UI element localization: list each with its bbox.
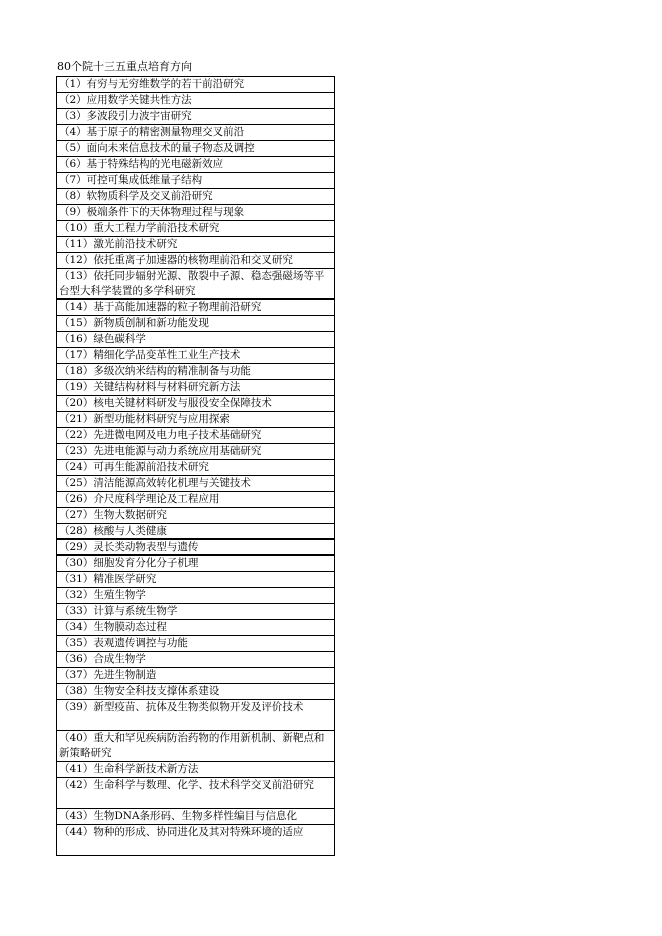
list-item[interactable]: （42）生命科学与数理、化学、技术科学交叉前沿研究 <box>56 778 335 809</box>
list-item[interactable]: （28）核酸与人类健康 <box>56 524 335 540</box>
list-item[interactable]: （23）先进电能源与动力系统应用基础研究 <box>56 444 335 460</box>
list-item[interactable]: （15）新物质创制和新功能发现 <box>56 316 335 332</box>
list-item[interactable]: （31）精准医学研究 <box>56 572 335 588</box>
sheet-title: 80个院十三五重点培育方向 <box>57 60 192 73</box>
list-item[interactable]: （14）基于高能加速器的粒子物理前沿研究 <box>56 300 335 316</box>
list-item[interactable]: （3）多波段引力波宇宙研究 <box>56 109 335 125</box>
list-item[interactable]: （34）生物膜动态过程 <box>56 620 335 636</box>
list-item[interactable]: （38）生物安全科技支撑体系建设 <box>56 684 335 700</box>
list-item[interactable]: （1）有穷与无穷维数学的若干前沿研究 <box>56 77 335 93</box>
list-item[interactable]: （18）多级次纳米结构的精准制备与功能 <box>56 364 335 380</box>
list-item[interactable]: （21）新型功能材料研究与应用探索 <box>56 412 335 428</box>
list-item[interactable]: （37）先进生物制造 <box>56 668 335 684</box>
list-item[interactable]: （39）新型疫苗、抗体及生物类似物开发及评价技术 <box>56 700 335 731</box>
list-item[interactable]: （30）细胞发育分化分子机理 <box>56 556 335 572</box>
list-item[interactable]: （10）重大工程力学前沿技术研究 <box>56 221 335 237</box>
list-item[interactable]: （22）先进微电网及电力电子技术基础研究 <box>56 428 335 444</box>
list-item[interactable]: （24）可再生能源前沿技术研究 <box>56 460 335 476</box>
list-item[interactable]: （20）核电关键材料研发与服役安全保障技术 <box>56 396 335 412</box>
list-item[interactable]: （25）清洁能源高效转化机理与关键技术 <box>56 476 335 492</box>
list-item[interactable]: （40）重大和罕见疾病防治药物的作用新机制、新靶点和新策略研究 <box>56 731 335 762</box>
list-item[interactable]: （27）生物大数据研究 <box>56 508 335 524</box>
list-item[interactable]: （8）软物质科学及交叉前沿研究 <box>56 189 335 205</box>
list-item[interactable]: （26）介尺度科学理论及工程应用 <box>56 492 335 508</box>
list-item[interactable]: （41）生命科学新技术新方法 <box>56 762 335 778</box>
list-item[interactable]: （4）基于原子的精密测量物理交叉前沿 <box>56 125 335 141</box>
direction-list <box>56 76 335 856</box>
list-item[interactable]: （5）面向未来信息技术的量子物态及调控 <box>56 141 335 157</box>
list-item[interactable]: （11）激光前沿技术研究 <box>56 237 335 253</box>
list-item[interactable]: （7）可控可集成低维量子结构 <box>56 173 335 189</box>
list-item[interactable]: （36）合成生物学 <box>56 652 335 668</box>
list-item[interactable]: （2）应用数学关键共性方法 <box>56 93 335 109</box>
list-item[interactable]: （6）基于特殊结构的光电磁新效应 <box>56 157 335 173</box>
list-item[interactable]: （35）表观遗传调控与功能 <box>56 636 335 652</box>
list-item[interactable]: （32）生殖生物学 <box>56 588 335 604</box>
list-item[interactable]: （13）依托同步辐射光源、散裂中子源、稳态强磁场等平台型大科学装置的多学科研究 <box>56 269 335 300</box>
list-item[interactable]: （17）精细化学品变革性工业生产技术 <box>56 348 335 364</box>
list-item[interactable]: （44）物种的形成、协同进化及其对特殊环境的适应 <box>56 825 335 856</box>
list-item[interactable]: （16）绿色碳科学 <box>56 332 335 348</box>
list-item[interactable]: （9）极端条件下的天体物理过程与现象 <box>56 205 335 221</box>
list-item[interactable]: （12）依托重离子加速器的核物理前沿和交叉研究 <box>56 253 335 269</box>
list-item[interactable]: （43）生物DNA条形码、生物多样性编目与信息化 <box>56 809 335 825</box>
list-item[interactable]: （33）计算与系统生物学 <box>56 604 335 620</box>
list-item[interactable]: （29）灵长类动物表型与遗传 <box>56 540 335 556</box>
list-item[interactable]: （19）关键结构材料与材料研究新方法 <box>56 380 335 396</box>
